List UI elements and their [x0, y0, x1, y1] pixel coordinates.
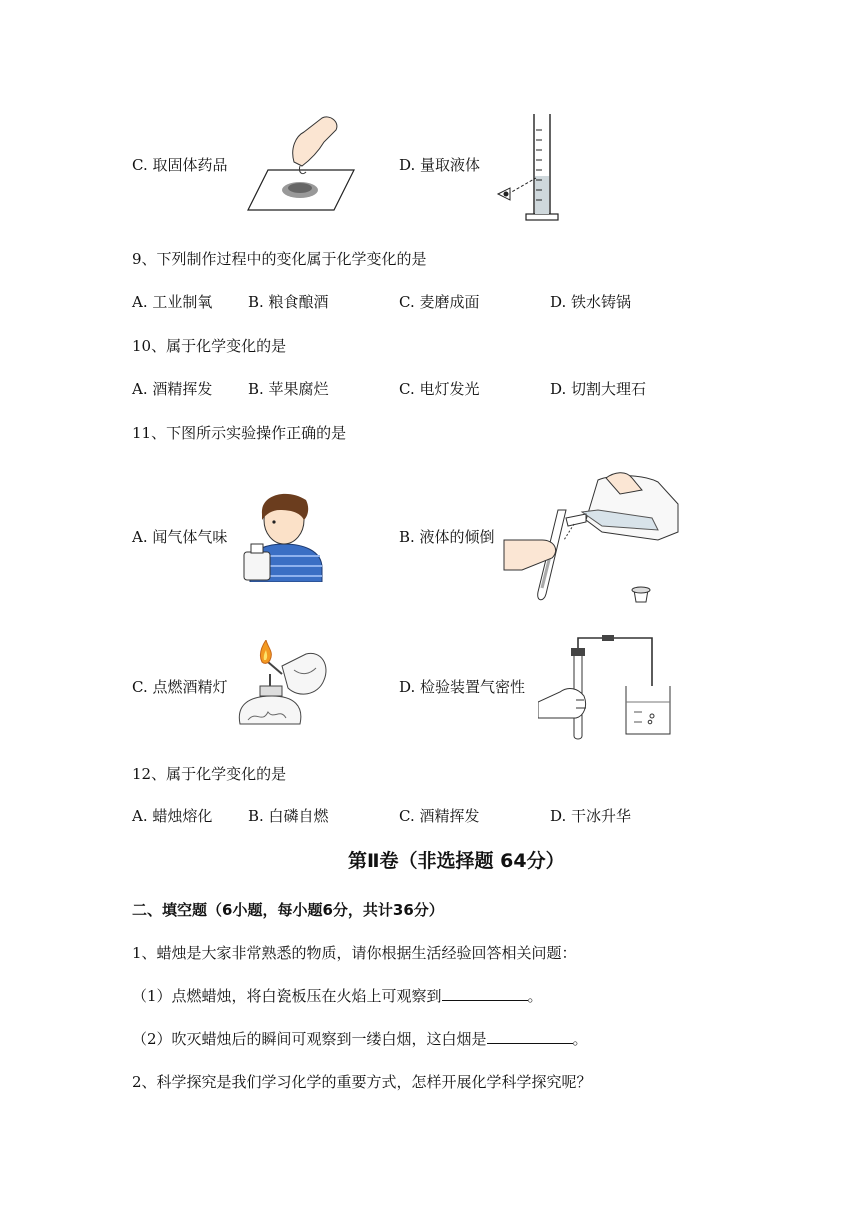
q11-option-c: C. 点燃酒精灯	[132, 678, 228, 696]
check-airtightness-illustration	[538, 630, 678, 740]
answer-blank[interactable]	[442, 986, 528, 1001]
q12-option-c: C. 酒精挥发	[399, 807, 480, 825]
graduated-cylinder-illustration	[494, 110, 574, 226]
fill1-stem: 1、蜡烛是大家非常熟悉的物质，请你根据生活经验回答相关问题：	[132, 944, 577, 962]
q9-option-d: D. 铁水铸锅	[550, 293, 632, 311]
q11-option-b: B. 液体的倾倒	[399, 528, 495, 546]
fill1-sub1-end: 。	[527, 987, 543, 1005]
fill1-sub1	[132, 986, 543, 1006]
smell-gas-illustration	[240, 486, 324, 582]
section-title: 二、填空题（6小题，每小题6分，共计36分）	[132, 901, 444, 919]
q11-option-d: D. 检验装置气密性	[399, 678, 526, 696]
q10-option-a: A. 酒精挥发	[132, 380, 213, 398]
fill1-sub1-text: （1）点燃蜡烛，将白瓷板压在火焰上可观察到	[132, 987, 442, 1005]
fill2-stem: 2、科学探究是我们学习化学的重要方式，怎样开展化学科学探究呢？	[132, 1073, 592, 1091]
q10-stem: 10、属于化学变化的是	[132, 337, 287, 355]
q8-option-d: D. 量取液体	[399, 156, 481, 174]
q8-option-c: C. 取固体药品	[132, 156, 228, 174]
q11-option-a: A. 闻气体气味	[132, 528, 228, 546]
take-solid-drug-illustration	[244, 112, 356, 216]
q12-option-d: D. 干冰升华	[550, 807, 632, 825]
q11-stem: 11、下图所示实验操作正确的是	[132, 424, 347, 442]
light-alcohol-lamp-illustration	[232, 640, 332, 738]
q9-stem: 9、下列制作过程中的变化属于化学变化的是	[132, 250, 427, 268]
fill1-sub2-end: 。	[572, 1030, 588, 1048]
fill1-sub2	[132, 1029, 588, 1049]
q10-option-d: D. 切割大理石	[550, 380, 647, 398]
pour-liquid-illustration	[502, 470, 682, 610]
q10-option-c: C. 电灯发光	[399, 380, 480, 398]
answer-blank[interactable]	[487, 1029, 573, 1044]
q12-stem: 12、属于化学变化的是	[132, 765, 287, 783]
q9-option-a: A. 工业制氧	[132, 293, 213, 311]
fill1-sub2-text: （2）吹灭蜡烛后的瞬间可观察到一缕白烟，这白烟是	[132, 1030, 487, 1048]
part2-title: 第Ⅱ卷（非选择题 64分）	[348, 850, 565, 872]
q10-option-b: B. 苹果腐烂	[248, 380, 329, 398]
q9-option-c: C. 麦磨成面	[399, 293, 480, 311]
q12-option-b: B. 白磷自燃	[248, 807, 329, 825]
q9-option-b: B. 粮食酿酒	[248, 293, 329, 311]
q12-option-a: A. 蜡烛熔化	[132, 807, 213, 825]
